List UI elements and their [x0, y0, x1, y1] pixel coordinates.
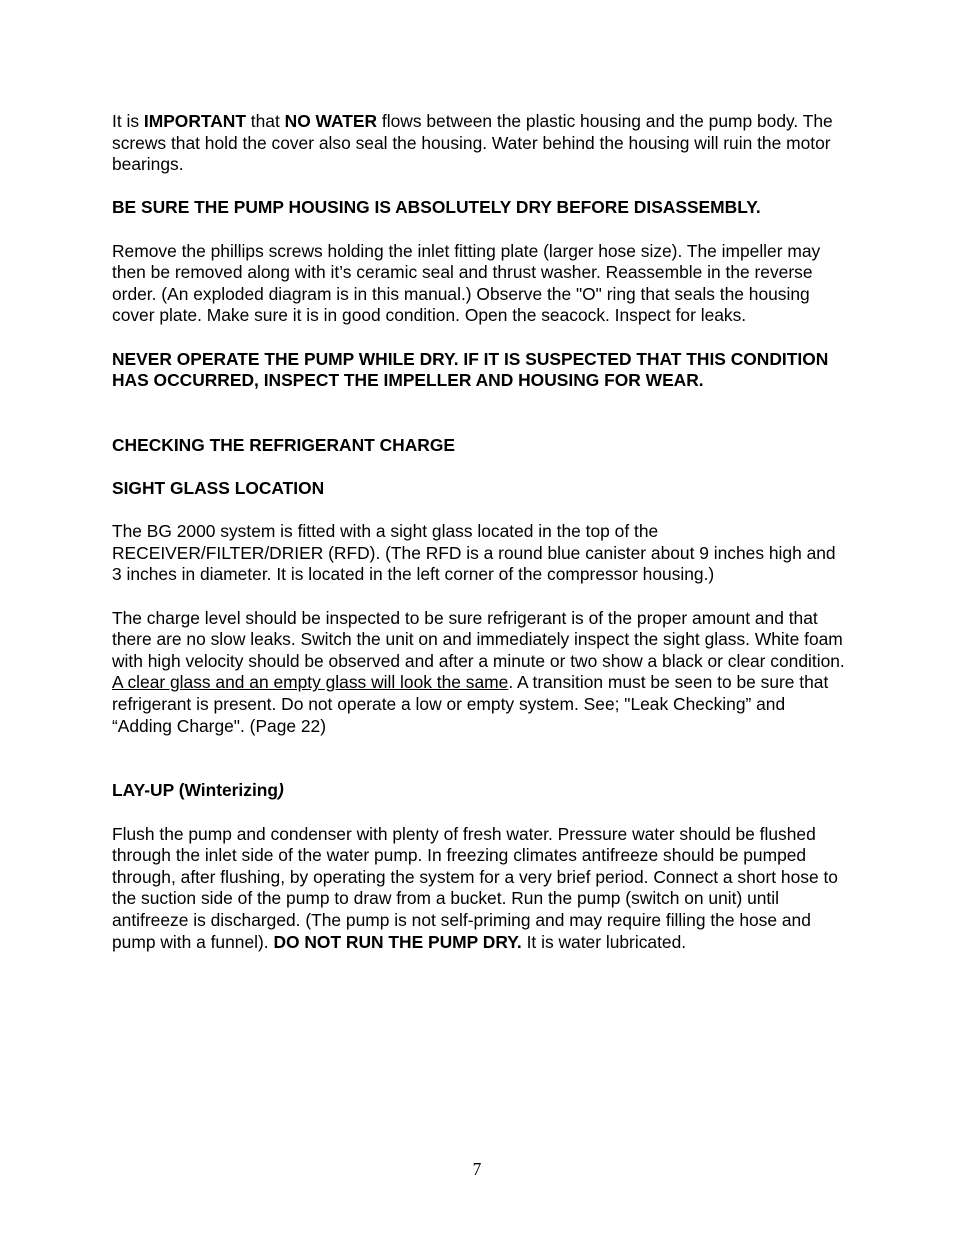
bold-important: IMPORTANT [143, 111, 246, 131]
page-number: 7 [472, 1159, 482, 1179]
document-page [112, 111, 847, 953]
heading-text-italic: ) [278, 780, 284, 801]
text-run: The charge level should be inspected to be sure refrigerant is of the proper amount and that there are no slow leaks. Switch the unit on and immediately inspect the sight glass. White foam with high velocity should be observed and after a minute or two show a black or clear condition. [112, 607, 845, 671]
warning-dry-housing [112, 197, 847, 219]
paragraph-impeller-removal: Remove the phillips screws holding the inlet fitting plate (larger hose size). The impeller may then be removed along with it’s ceramic seal and thrust washer. Reassemble in the reverse order. (An exploded diagram is in this manual.) Observe the "O" ring that seals the housing cover plate. Make sure it is in good condition. Open the seacock. Inspect for leaks. [112, 240, 821, 326]
paragraph-sight-glass: The BG 2000 system is fitted with a sight glass located in the top of the RECEIVER/FILTER/DRIER (RFD). (The RFD is a round blue canister about 9 inches high and 3 inches in diameter. It is located in the left corner of the compressor housing.) [112, 521, 836, 585]
underlined-text: A clear glass and an empty glass will look the same [112, 672, 509, 693]
text-run: Flush the pump and condenser with plenty of fresh water. Pressure water should be flushed through the inlet side of the water pump. In freezing climates antifreeze should be pumped through, after flushing, by operating the system for a very brief period. Connect a short hose to the suction side of the pump to draw from a bucket. Run the pump (switch on unit) until antifreeze is discharged. (The pump is not self-priming and may require filling the hose and pump with a funnel). [112, 823, 838, 952]
paragraph-charge-level [112, 608, 847, 738]
heading-text: LAY-UP (Winterizing [112, 780, 279, 801]
text-run: It is [112, 111, 144, 131]
paragraph-water-warning [112, 111, 847, 176]
heading-sight-glass-location [112, 478, 847, 500]
text-run: It is water lubricated. [521, 931, 687, 952]
paragraph-lay-up [112, 824, 847, 954]
heading-text: SIGHT GLASS LOCATION [112, 478, 325, 499]
warning-text: BE SURE THE PUMP HOUSING IS ABSOLUTELY DRY BEFORE DISASSEMBLY. [112, 197, 761, 218]
heading-lay-up [112, 780, 847, 802]
text-run: . A transition must be seen to be sure that refrigerant is present. Do not operate a low or empty system. See; "Leak Checking” and “Adding Charge". (Page 22) [112, 672, 829, 736]
heading-refrigerant-charge [112, 435, 847, 457]
warning-text: NEVER OPERATE THE PUMP WHILE DRY. IF IT IS SUSPECTED THAT THIS CONDITION HAS OCCURRED, INSPECT THE IMPELLER AND HOUSING FOR WEAR. [112, 348, 829, 391]
bold-do-not-run-dry: DO NOT RUN THE PUMP DRY. [273, 931, 522, 952]
warning-never-operate-dry [112, 349, 847, 392]
text-run: flows between the plastic housing and the pump body. The screws that hold the cover also seal the housing. Water behind the housing will ruin the motor bearings. [112, 111, 833, 175]
heading-text: CHECKING THE REFRIGERANT CHARGE [112, 434, 455, 455]
text-run: that [245, 111, 285, 131]
bold-no-water: NO WATER [284, 111, 378, 131]
